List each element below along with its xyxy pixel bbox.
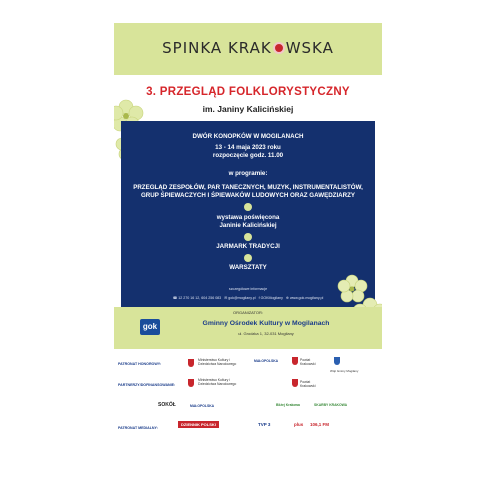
logo-skarby-krakowa: SKARBY KRAKOWA xyxy=(314,403,348,407)
logo-ministry: Ministerstwo Kultury i Dziedzictwa Narodowego xyxy=(198,358,237,366)
logo-powiat-2: Powiat Krakowski xyxy=(300,380,316,388)
bullet-dot xyxy=(244,254,252,262)
web-icon: ⊕ xyxy=(285,296,289,300)
emblem-icon xyxy=(188,359,194,367)
emblem-icon xyxy=(292,357,298,365)
phone: 12 270 16 12, 604 256 083 xyxy=(178,296,222,300)
workshops: WARSZTATY xyxy=(229,264,267,271)
logo-radio-plus: plus xyxy=(294,422,304,427)
logo-malopolska-2: MAŁOPOLSKA xyxy=(190,404,215,408)
web-link[interactable]: www.gok.mogilany.pl xyxy=(289,296,324,300)
email-icon: ✉ xyxy=(224,296,228,300)
logo-text-left: SPINKA KRAK xyxy=(162,39,272,57)
poster xyxy=(114,23,382,476)
logo-106fm: 106,1 FM xyxy=(310,422,330,427)
poster-subtitle: im. Janiny Kalicińskiej xyxy=(202,104,294,114)
start-time: rozpoczęcie godz. 11.00 xyxy=(212,152,284,159)
gok-logo: gok xyxy=(140,319,160,335)
logo-powiat: Powiat Krakowski xyxy=(300,358,316,366)
venue: DWÓR KONOPKÓW W MOGILANACH xyxy=(192,133,304,140)
logo-malopolska: MAŁOPOLSKA xyxy=(254,359,279,363)
exhibition-line-2: Janinie Kalicińskiej xyxy=(219,222,277,229)
media-label: PATRONAT MEDIALNY: xyxy=(118,426,158,430)
red-flower-icon xyxy=(273,42,285,54)
fair: JARMARK TRADYCJI xyxy=(216,243,280,250)
facebook-link[interactable]: GOKMogilany xyxy=(260,296,283,300)
honorary-label: PATRONAT HONOROWY: xyxy=(118,362,162,366)
logo-text-right: WSKA xyxy=(285,39,334,57)
logo-blizej-krakowa: Bliżej Krakowa xyxy=(276,403,300,407)
bullet-dot xyxy=(244,203,252,211)
poster-title: 3. PRZEGLĄD FOLKLORYSTYCZNY xyxy=(146,86,350,98)
exhibition-line-1: wystawa poświęcona xyxy=(216,214,280,221)
program-line-1: PRZEGLĄD ZESPOŁÓW, PAR TANECZNYCH, MUZYK, INSTRUMENTALISTÓW, xyxy=(133,184,363,191)
emblem-icon xyxy=(188,379,194,387)
program-label: w programie: xyxy=(228,170,268,177)
cofinancing-label: PARTNERZY/DOFINANSOWANIE: xyxy=(118,383,176,387)
contact-heading: szczegółowe informacje xyxy=(228,287,268,291)
emblem-icon xyxy=(334,357,340,365)
program-line-2: GRUP ŚPIEWACZYCH I ŚPIEWAKÓW LUDOWYCH ORAZ GAWĘDZIARZY xyxy=(140,192,356,199)
logo-wojt: Wójt Gminy Mogilany xyxy=(330,369,359,373)
organizer-label: ORGANIZATOR: xyxy=(232,310,264,315)
organizer-address: ul. Grodzka 1, 32-031 Mogilany xyxy=(238,331,294,336)
email-link[interactable]: gok@mogilany.pl xyxy=(228,296,256,300)
logo-dziennik-polski: DZIENNIK POLSKI xyxy=(178,423,219,427)
bullet-dot xyxy=(244,233,252,241)
logo-ministry-2: Ministerstwo Kultury i Dziedzictwa Narodowego xyxy=(198,378,237,386)
facebook-icon: f xyxy=(258,296,260,300)
event-dates: 13 - 14 maja 2023 roku xyxy=(215,144,281,151)
organizer-name: Gminny Ośrodek Kultury w Mogilanach xyxy=(202,320,330,327)
spinka-logo xyxy=(114,39,382,57)
logo-sokol: SOKÓŁ xyxy=(158,402,176,408)
logo-tvp3: TVP 3 xyxy=(258,422,271,427)
emblem-icon xyxy=(292,379,298,387)
phone-icon: ☎ xyxy=(172,296,178,300)
